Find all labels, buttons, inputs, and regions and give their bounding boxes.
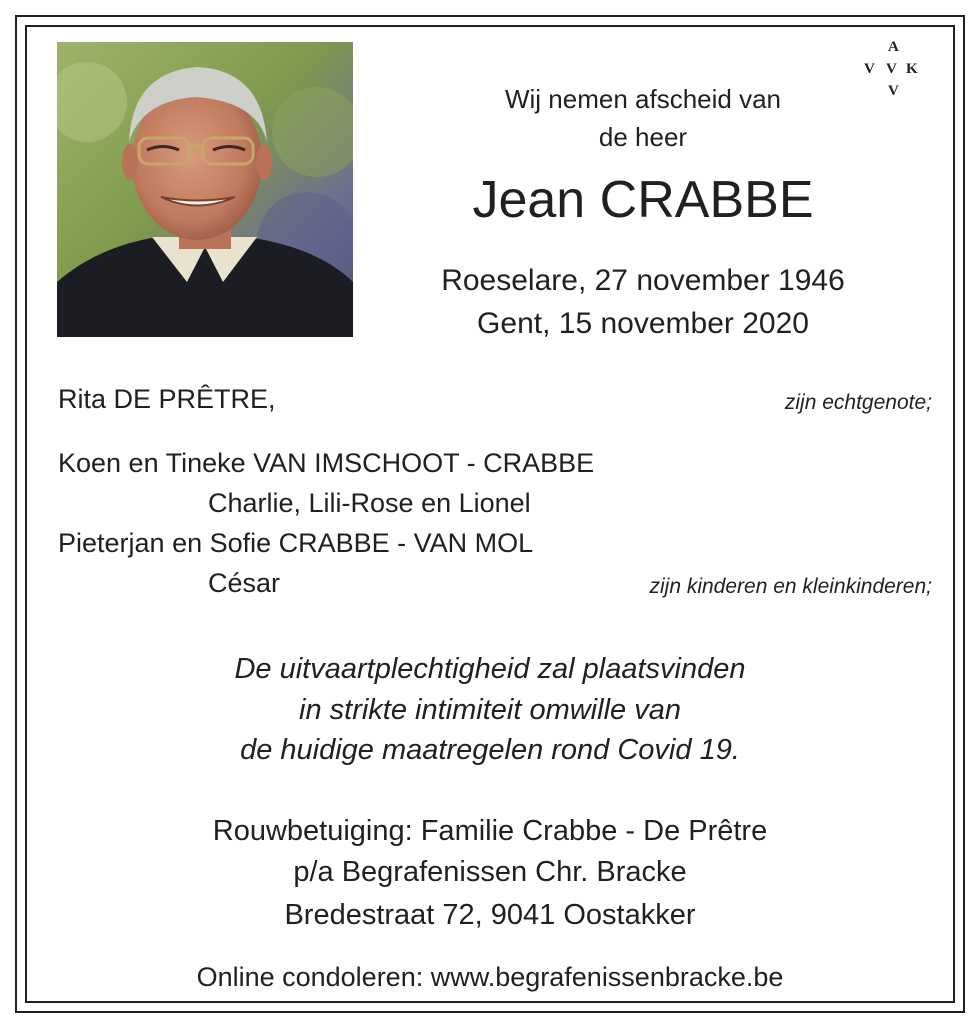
death-line: Gent, 15 november 2020 <box>477 307 809 340</box>
ceremony-line-1: De uitvaartplechtigheid zal plaatsvinden <box>234 653 746 685</box>
condolence-line-2: p/a Begrafenissen Chr. Bracke <box>293 856 687 888</box>
spouse-role: zijn echtgenote; <box>784 391 932 414</box>
emblem-top-letter: A <box>888 39 899 55</box>
intro-line-1: Wij nemen afscheid van <box>504 84 782 114</box>
spouse-name: Rita DE PRÊTRE, <box>58 384 276 414</box>
portrait-photo <box>57 42 353 337</box>
emblem-right-letter: K <box>906 61 918 77</box>
emblem-left-letter: V <box>864 61 875 77</box>
ceremony-line-2: in strikte intimiteit omwille van <box>299 694 681 726</box>
emblem-center-letter: V <box>886 61 897 77</box>
emblem-bottom-letter: V <box>888 83 899 99</box>
grandchildren-1-names: Charlie, Lili-Rose en Lionel <box>208 488 531 518</box>
online-condolence-line: Online condoleren: www.begrafenissenbracke.be <box>196 962 784 992</box>
child-2-names: Pieterjan en Sofie CRABBE - VAN MOL <box>58 528 534 558</box>
child-1-names: Koen en Tineke VAN IMSCHOOT - CRABBE <box>58 448 595 478</box>
intro-line-2: de heer <box>598 122 688 152</box>
condolence-line-1: Rouwbetuiging: Familie Crabbe - De Prêtre <box>212 815 768 847</box>
children-role: zijn kinderen en kleinkinderen; <box>649 575 932 598</box>
birth-line: Roeselare, 27 november 1946 <box>441 264 845 297</box>
deceased-name: Jean CRABBE <box>472 171 814 229</box>
grandchildren-2-names: César <box>208 568 281 598</box>
ceremony-line-3: de huidige maatregelen rond Covid 19. <box>240 734 740 766</box>
condolence-address: Bredestraat 72, 9041 Oostakker <box>284 899 696 931</box>
